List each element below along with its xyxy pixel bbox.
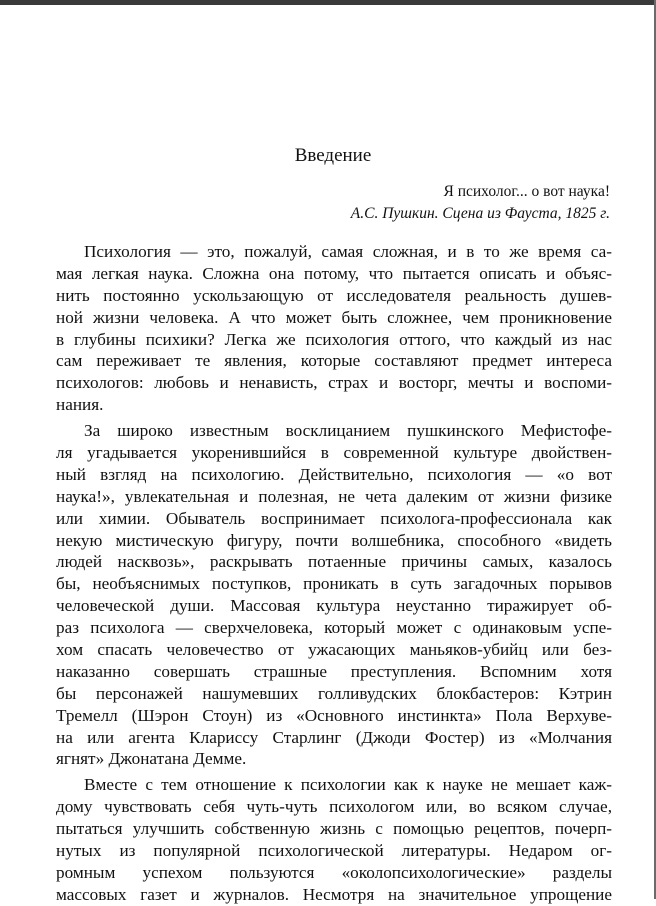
text-line: людей насквозь», раскрывать потаенные причины самых, казалось xyxy=(56,552,612,572)
text-line: в глубины психики? Легка же психология оттого, что каждый из нас xyxy=(56,329,612,349)
text-line: или химии. Обыватель воспринимает психолога-профессионала как xyxy=(56,508,612,528)
text-line: Вместе с тем отношение к психологии как к науке не мешает каж- xyxy=(84,775,612,795)
epigraph-quote: Я психолог... о вот наука! xyxy=(443,183,610,200)
text-line: наказанно совершать страшные преступления. Вспомним хотя xyxy=(56,661,612,681)
text-line: мая легкая наука. Сложна она потому, что пытается описать и объяс- xyxy=(56,263,612,283)
paragraph-3 xyxy=(56,774,612,905)
text-line: нутых из популярной психологической литературы. Недаром ог- xyxy=(56,841,612,861)
text-line: ягнят» Джонатана Демме. xyxy=(56,749,247,769)
text-line: массовых газет и журналов. Несмотря на значительное упрощение xyxy=(56,884,612,904)
paragraph-2 xyxy=(56,420,612,770)
paragraph-1 xyxy=(56,241,612,416)
text-line: раз психолога — сверхчеловека, который может с одинаковым успе- xyxy=(56,618,612,638)
text-line: ной жизни человека. А что может быть сложнее, чем проникновение xyxy=(56,307,612,327)
text-line: пытаться улучшить собственную жизнь с помощью рецептов, почерп- xyxy=(56,819,612,839)
text-line: Психология — это, пожалуй, самая сложная, и в то же время са- xyxy=(84,242,612,261)
chapter-heading: Введение xyxy=(294,145,372,166)
text-line: некую мистическую фигуру, почти волшебника, способного «видеть xyxy=(56,530,612,550)
text-line: нить постоянно ускользающую от исследователя реальность душев- xyxy=(56,285,612,305)
text-line: ля угадывается укоренившийся в современной культуре двойствен- xyxy=(56,443,612,463)
text-line: бы, необъяснимых поступков, проникать в суть загадочных порывов xyxy=(56,574,612,594)
page-top-border xyxy=(0,0,656,5)
text-line: на или агента Клариссу Старлинг (Джоди Фостер) из «Молчания xyxy=(56,727,612,747)
text-line: нания. xyxy=(56,395,104,415)
text-line: ный взгляд на психологию. Действительно, психология — «о вот xyxy=(56,464,612,484)
text-line: сам переживает те явления, которые составляют предмет интереса xyxy=(56,351,612,371)
text-line: человеческой души. Массовая культура неустанно тиражирует об- xyxy=(56,596,612,616)
text-line: хом спасать человечество от ужасающих маньяков-убийц или без- xyxy=(56,640,612,660)
text-line: дому чувствовать себя чуть-чуть психологом или, во всяком случае, xyxy=(56,797,612,817)
text-line: психологов: любовь и ненависть, страх и восторг, мечты и воспоми- xyxy=(56,373,612,393)
text-line: За широко известным восклицанием пушкинского Мефистофе- xyxy=(84,421,612,441)
text-line: Тремелл (Шэрон Стоун) из «Основного инстинкта» Пола Верхуве- xyxy=(56,705,612,725)
epigraph xyxy=(351,181,610,225)
epigraph-source: А.С. Пушкин. Сцена из Фауста, 1825 г. xyxy=(350,205,610,222)
text-line: ромным успехом пользуются «околопсихологические» разделы xyxy=(56,862,612,882)
body-text xyxy=(56,241,612,906)
text-line: наука!», увлекательная и полезная, не чета далеким от жизни физике xyxy=(56,486,612,506)
text-line: бы персонажей нашумевших голливудских блокбастеров: Кэтрин xyxy=(56,683,612,703)
